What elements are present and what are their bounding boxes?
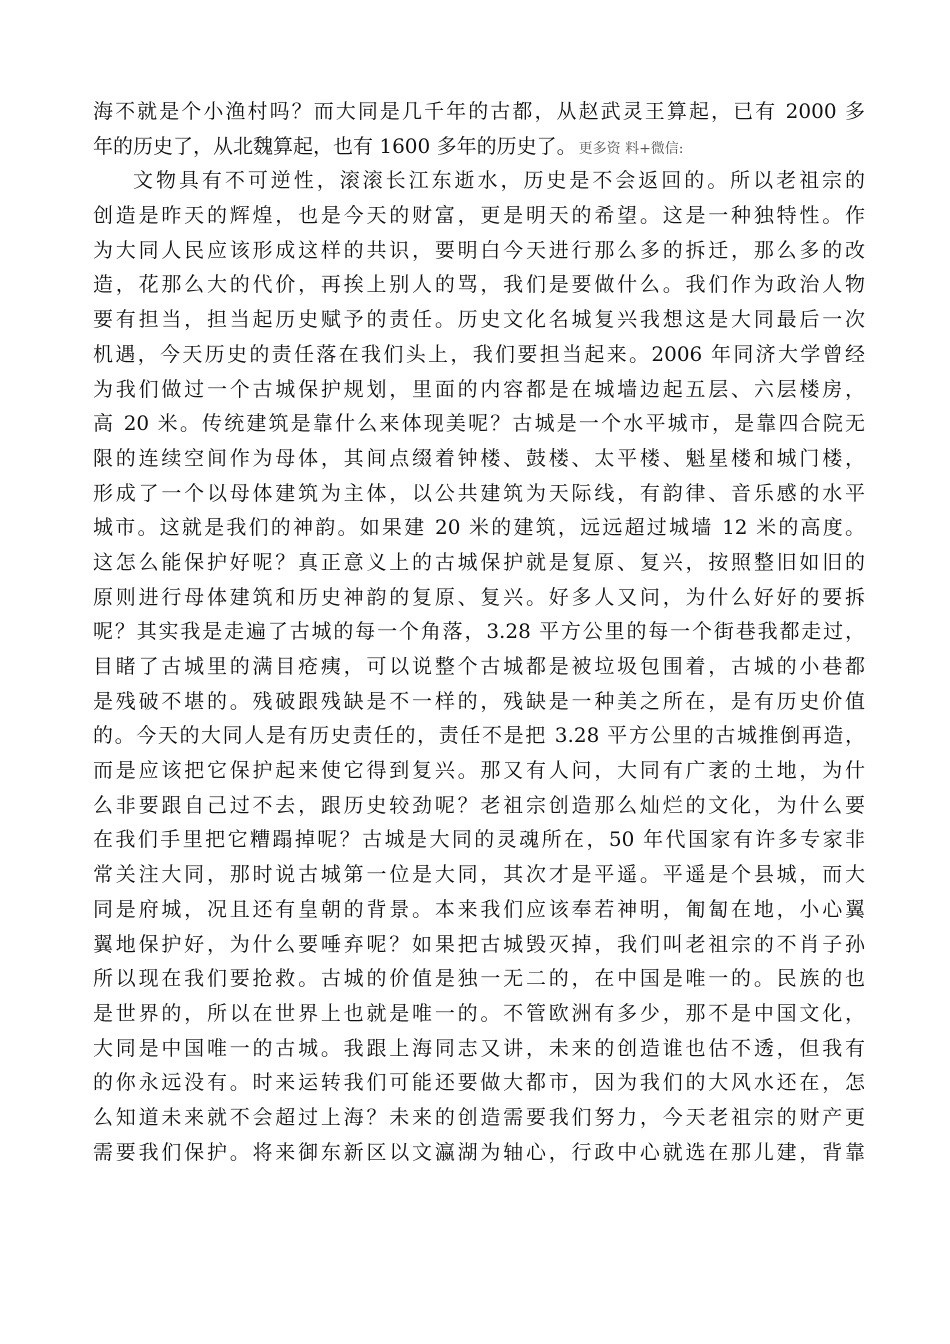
- text-line: 么知道未来就不会超过上海？未来的创造需要我们努力，今天老祖宗的财产更: [93, 1104, 865, 1129]
- watermark-note: 更多资 料+微信:: [578, 140, 684, 157]
- text-line: 所以现在我们要抢救。古城的价值是独一无二的，在中国是唯一的。民族的也: [93, 966, 865, 991]
- text-line: 造，花那么大的代价，再挨上别人的骂，我们是要做什么。我们作为政治人物: [93, 272, 865, 297]
- text-line: 为大同人民应该形成这样的共识，要明白今天进行那么多的拆迁，那么多的改: [93, 237, 865, 262]
- text-line: 的你永远没有。时来运转我们可能还要做大都市，因为我们的大风水还在，怎: [93, 1070, 865, 1095]
- text-line: 这怎么能保护好呢？真正意义上的古城保护就是复原、复兴，按照整旧如旧的: [93, 549, 865, 574]
- text-line: 限的连续空间作为母体，其间点缀着钟楼、鼓楼、太平楼、魁星楼和城门楼，: [93, 445, 865, 470]
- text-line: 的。今天的大同人是有历史责任的，责任不是把 3.28 平方公里的古城推倒再造，: [93, 723, 865, 748]
- text-line-content: 年的历史了，从北魏算起，也有 1600 多年的历史了。: [93, 133, 577, 158]
- text-line: 海不就是个小渔村吗？而大同是几千年的古都，从赵武灵王算起，已有 2000 多: [93, 99, 865, 123]
- text-line: [93, 129, 865, 164]
- text-line: 原则进行母体建筑和历史神韵的复原、复兴。好多人又问，为什么好好的要拆: [93, 584, 865, 609]
- body-text: [93, 94, 865, 1169]
- text-line: 同是府城，况且还有皇朝的背景。本来我们应该奉若神明，匍匐在地，小心翼: [93, 896, 865, 921]
- text-line: 翼地保护好，为什么要唾弃呢？如果把古城毁灭掉，我们叫老祖宗的不肖子孙: [93, 931, 865, 956]
- text-line: 是世界的，所以在世界上也就是唯一的。不管欧洲有多少，那不是中国文化，: [93, 1000, 865, 1025]
- text-line: 需要我们保护。将来御东新区以文瀛湖为轴心，行政中心就选在那儿建，背靠: [93, 1139, 865, 1164]
- text-line: 而是应该把它保护起来使它得到复兴。那又有人问，大同有广袤的土地，为什: [93, 758, 865, 783]
- text-line: 机遇，今天历史的责任落在我们头上，我们要担当起来。2006 年同济大学曾经: [93, 341, 865, 366]
- text-line: 创造是昨天的辉煌，也是今天的财富，更是明天的希望。这是一种独特性。作: [93, 203, 865, 228]
- text-line: 么非要跟自己过不去，跟历史较劲呢？老祖宗创造那么灿烂的文化，为什么要: [93, 792, 865, 817]
- text-line: 高 20 米。传统建筑是靠什么来体现美呢？古城是一个水平城市，是靠四合院无: [93, 411, 865, 436]
- text-line: 大同是中国唯一的古城。我跟上海同志又讲，未来的创造谁也估不透，但我有: [93, 1035, 865, 1060]
- text-line: 呢？其实我是走遍了古城的每一个角落，3.28 平方公里的每一个街巷我都走过，: [93, 619, 865, 644]
- text-line: 目睹了古城里的满目疮痍，可以说整个古城都是被垃圾包围着，古城的小巷都: [93, 654, 865, 678]
- text-line: 要有担当，担当起历史赋予的责任。历史文化名城复兴我想这是大同最后一次: [93, 307, 865, 332]
- text-line: 是残破不堪的。残破跟残缺是不一样的，残缺是一种美之所在，是有历史价值: [93, 688, 865, 713]
- text-line: 为我们做过一个古城保护规划，里面的内容都是在城墙边起五层、六层楼房，: [93, 376, 865, 401]
- text-line: 常关注大同，那时说古城第一位是大同，其次才是平遥。平遥是个县城，而大: [93, 862, 865, 887]
- text-line: 文物具有不可逆性，滚滚长江东逝水，历史是不会返回的。所以老祖宗的: [133, 168, 865, 193]
- text-line: 在我们手里把它糟蹋掉呢？古城是大同的灵魂所在，50 年代国家有许多专家非: [93, 827, 865, 852]
- text-line: 形成了一个以母体建筑为主体，以公共建筑为天际线，有韵律、音乐感的水平: [93, 480, 865, 505]
- text-line: 城市。这就是我们的神韵。如果建 20 米的建筑，远远超过城墙 12 米的高度。: [93, 515, 865, 540]
